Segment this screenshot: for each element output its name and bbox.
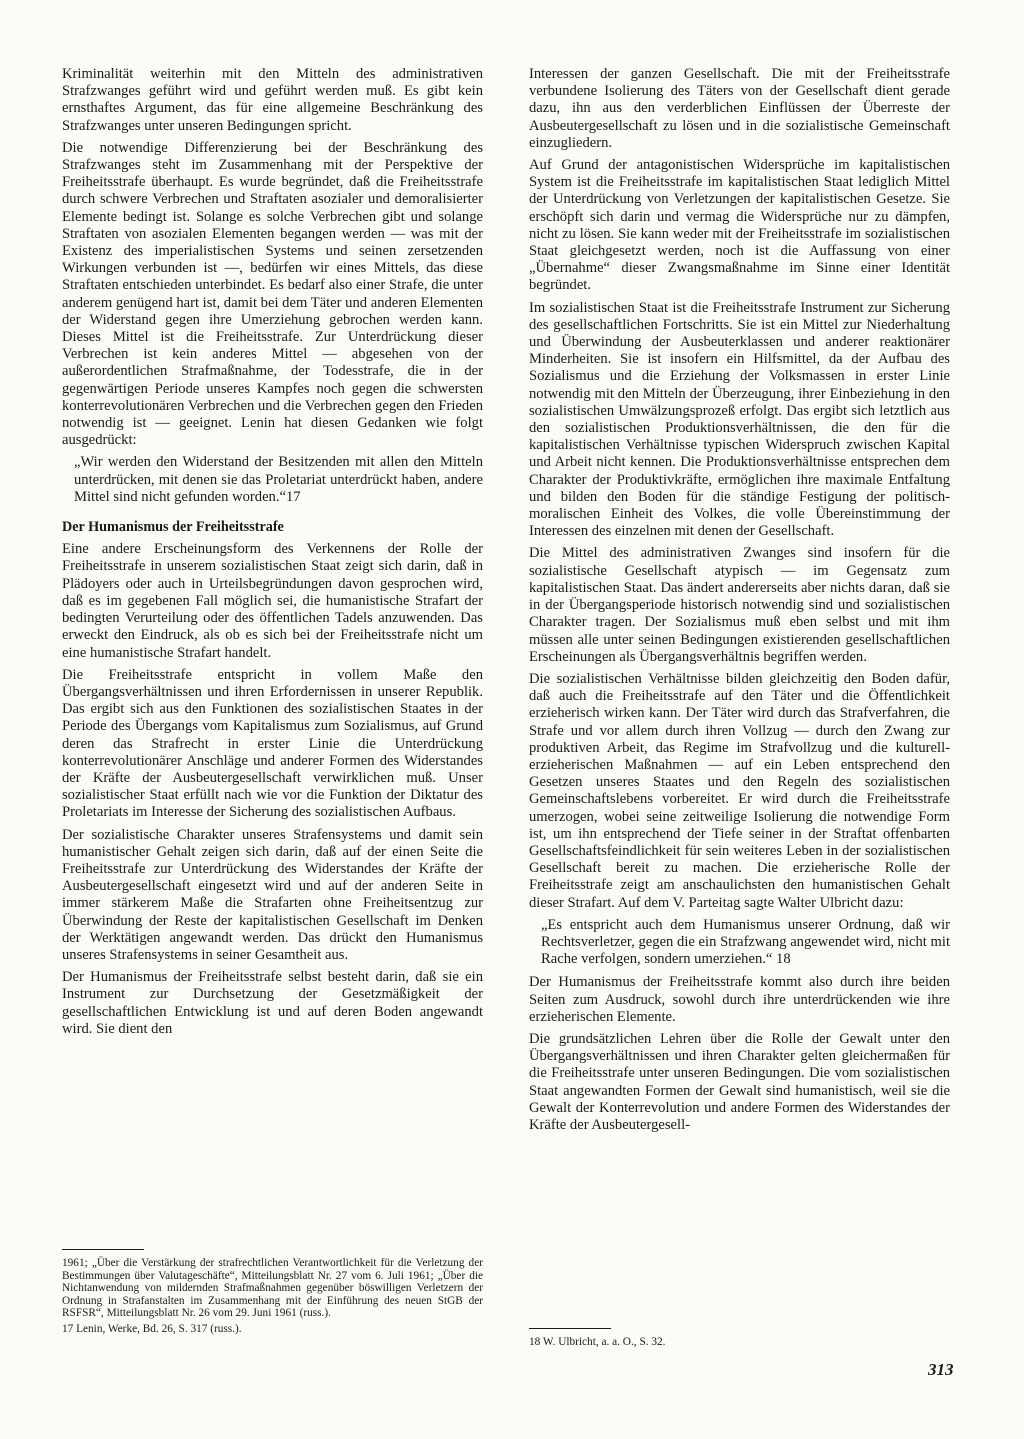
section-heading: Der Humanismus der Freiheitsstrafe (62, 519, 284, 536)
left-footnotes (62, 1243, 483, 1339)
page-number: 313 (928, 1360, 954, 1379)
right-column (529, 66, 950, 1139)
left-paragraph-3: Eine andere Erscheinungsform des Verkennens der Rolle der Freiheitsstrafe in unserem sozialistischen Staat zeigt sich darin, daß in Plädoyers oder auch in Urteilsbegründungen davon gesprochen wird, daß es im gegebenen Fall möglich sei, die humanistische Strafart der bedingten Verurteilung oder des öffentlichen Tadels anzuwenden. Das erweckt den Eindruck, als ob es sich bei der Freiheitsstrafe nicht um eine humanistische Strafart handelt. (62, 541, 483, 661)
left-paragraph-2: Die notwendige Differenzierung bei der Beschränkung des Strafzwanges steht im Zusammenhang mit der Perspektive der Freiheitsstrafe überhaupt. Es wurde begründet, daß die Freiheitsstrafe durch schwere Verbrechen und Straftaten asozialer und demoralisierter Elemente bedingt ist. Solange es solche Verbrechen gibt und solange Straftaten von asozialen Elementen begangen werden — was mit der Existenz des imperialistischen Systems und seinen zersetzenden Wirkungen verbunden ist —, bedürfen wir eines Mittels, das diese Straftaten entschieden unterbindet. Es bedarf also einer Strafe, die unter anderem genügend hart ist, damit bei dem Täter und anderen Elementen der Widerstand gegen ihre Umerziehung gebrochen werden kann. Dieses Mittel ist die Freiheitsstrafe. Zur Unterdrückung dieser Verbrechen ist kein anderes Mittel — abgesehen von der außerordentlichen Strafmaßnahme, der Todesstrafe, die in der gegenwärtigen Periode unseres Kampfes noch gegen die schwersten konterrevolutionären Verbrechen und die Verbrechen gegen den Frieden notwendig ist — geeignet. Lenin hat diesen Gedanken wie folgt ausgedrückt: (62, 139, 483, 449)
right-paragraph-4: Die Mittel des administrativen Zwanges sind insofern für die sozialistische Gesellschaft atypisch — im Gegensatz zum kapitalistischen Staat. Das ändert andererseits aber nichts daran, daß sie in der Übergangsperiode historisch notwendig sind und sozialistischen Charakter tragen. Der Sozialismus muß eben selbst und mit ihm müssen alle unter seinen Bedingungen existierenden gesellschaftlichen Erscheinungen als Übergangsverhältnis begriffen werden. (529, 545, 950, 665)
left-paragraph-1: Kriminalität weiterhin mit den Mitteln des administrativen Strafzwanges geführt wird und geführt werden muß. Es gibt kein ernsthaftes Argument, das für eine allgemeine Beschränkung des Strafzwanges unter unseren Bedingungen spricht. (62, 66, 483, 134)
right-paragraph-7: Die grundsätzlichen Lehren über die Rolle der Gewalt unter den Übergangsverhältnissen und ihren Charakter gelten gleichermaßen für die Freiheitsstrafe unter unseren Bedingungen. Die vom sozialistischen Staat angewandten Formen der Gewalt sind humanistisch, weil sie die Gewalt der Konterrevolution und andere Formen des Widerstandes der Kräfte der Ausbeutergesell- (529, 1030, 950, 1133)
right-paragraph-3: Im sozialistischen Staat ist die Freiheitsstrafe Instrument zur Sicherung des gesellschaftlichen Fortschritts. Sie ist ein Mittel zur Niederhaltung und Überwindung der Ausbeuterklassen und anderer reaktionärer Minderheiten. Sie ist insofern ein Hilfsmittel, da der Aufbau des Sozialismus und die Erziehung der Volksmassen in erster Linie notwendig mit den Mitteln der Überzeugung, ihrer Einbeziehung in den sozialistischen Umwälzungsprozeß erfolgt. Das ergibt sich letztlich aus den sozialistischen Produktionsverhältnissen, die den für die kapitalistischen Verhältnisse typischen Widerspruch zwischen Kapital und Arbeit nicht kennen. Die Produktionsverhältnisse entsprechen dem Charakter der Produktivkräfte, ermöglichen ihre maximale Entfaltung und bilden den Boden für die ständige Festigung der politisch-moralischen Einheit des Volkes, die volle Übereinstimmung der Interessen des einzelnen mit denen der Gesellschaft. (529, 299, 950, 540)
right-paragraph-2: Auf Grund der antagonistischen Widersprüche im kapitalistischen System ist die Freiheitsstrafe im kapitalistischen Staat lediglich Mittel der Unterdrückung von Verletzungen der kapitalistischen Gesetze. Sie erschöpft sich darin und vermag die Widersprüche nur zu dämpfen, nicht zu lösen. Sie kann weder mit der Freiheitsstrafe im sozialistischen Staat gleichgesetzt werden, noch ist die Auffassung von einer „Übernahme“ dieser Zwangsmaßnahme im Sinne einer Identität begründet. (529, 157, 950, 294)
right-footnotes (529, 1322, 950, 1352)
footnote-rule-right (529, 1328, 611, 1329)
footnote-continuation: 1961; „Über die Verstärkung der strafrechtlichen Verantwortlichkeit für die Verletzung der Bestimmungen über Valutageschäfte“, Mitteilungsblatt Nr. 27 vom 6. Juli 1961; „Über die Nichtanwendung von mildernden Strafmaßnahmen gegenüber böswilligen Verletzern der Ordnung in Strafanstalten im Zusammenhang mit der Einführung des neuen StGB der RSFSR“, Mitteilungsblatt Nr. 26 vom 29. Juni 1961 (russ.). (62, 1257, 483, 1320)
footnote-rule (62, 1249, 144, 1250)
right-paragraph-5: Die sozialistischen Verhältnisse bilden gleichzeitig den Boden dafür, daß auch die Freiheitsstrafe auf den Täter und die Öffentlichkeit erzieherisch wirken kann. Der Täter wird durch das Strafverfahren, die Strafe und vor allem durch ihren Vollzug — durch den Zwang zur produktiven Arbeit, das Regime im Strafvollzug und die kulturell-erzieherischen Maßnahmen — auf ein Leben entsprechend den Gesetzen unseres Staates und den Regeln des sozialistischen Gemeinschaftslebens vorbereitet. Er wird durch die Freiheitsstrafe umerzogen, wobei seine zeitweilige Isolierung die notwendige Form ist, um ihn entsprechend der Tiefe seiner in der Straftat offenbarten Gesellschaftsfeindlichkeit für sein weiteres Leben in der sozialistischen Gesellschaft bereit zu machen. Die erzieherische Rolle der Freiheitsstrafe zeigt am anschaulichsten den humanistischen Gehalt dieser Strafart. Auf dem V. Parteitag sagte Walter Ulbricht dazu: (529, 670, 950, 911)
left-paragraph-6: Der Humanismus der Freiheitsstrafe selbst besteht darin, daß sie ein Instrument zur Durchsetzung der Gesetzmäßigkeit der gesellschaftlichen Entwicklung ist und auf deren Boden angewandt wird. Sie dient den (62, 969, 483, 1037)
left-paragraph-4: Die Freiheitsstrafe entspricht in vollem Maße den Übergangsverhältnissen und ihren Erfordernissen in unserer Republik. Das ergibt sich aus den Funktionen des sozialistischen Staates in der Periode des Übergangs vom Kapitalismus zum Sozialismus, auf Grund deren das Strafrecht in erster Linie die Unterdrückung konterrevolutionärer Anschläge und anderer Formen des Widerstandes der Kräfte der Ausbeutergesellschaft verwirklichen muß. Unser sozialistischer Staat erfüllt nach wie vor die Funktion der Diktatur des Proletariats im Interesse der Sicherung des sozialistischen Aufbaus. (62, 666, 483, 821)
footnote-17: 17 Lenin, Werke, Bd. 26, S. 317 (russ.). (62, 1322, 242, 1335)
left-paragraph-5: Der sozialistische Charakter unseres Strafensystems und damit sein humanistischer Gehalt zeigen sich darin, daß auf der einen Seite die Freiheitsstrafe zur Unterdrückung des Widerstandes der Kräfte der Ausbeutergesellschaft eingesetzt wird und auf der anderen Seite in immer stärkerem Maße die Strafarten ohne Freiheitsentzug zur Überwindung der Reste der kapitalistischen Gesellschaft im Denken der Werktätigen angewandt werden. Das drückt den Humanismus unseres Strafensystems in seiner Gesamtheit aus. (62, 826, 483, 963)
ulbricht-quote: „Es entspricht auch dem Humanismus unserer Ordnung, daß wir Rechtsverletzer, gegen die ein Strafzwang angewendet wird, nicht mit Rache verfolgen, sondern umerziehen.“ 18 (541, 916, 950, 968)
footnote-18: 18 W. Ulbricht, a. a. O., S. 32. (529, 1336, 666, 1348)
lenin-quote: „Wir werden den Widerstand der Besitzenden mit allen den Mitteln unterdrücken, mit denen sie das Proletariat unterdrückt haben, andere Mittel sind nicht gefunden worden.“17 (74, 454, 483, 505)
right-paragraph-6: Der Humanismus der Freiheitsstrafe kommt also durch ihre beiden Seiten zum Ausdruck, sowohl durch ihre unterdrückenden wie ihre erzieherischen Elemente. (529, 974, 950, 1025)
right-paragraph-1: Interessen der ganzen Gesellschaft. Die mit der Freiheitsstrafe verbundene Isolierung des Täters von der Gesellschaft dient gerade dazu, ihn aus den verderblichen Einflüssen der Überreste der Ausbeutergesellschaft zu lösen und in die sozialistische Gemeinschaft einzugliedern. (529, 66, 950, 151)
left-column (62, 66, 483, 1043)
